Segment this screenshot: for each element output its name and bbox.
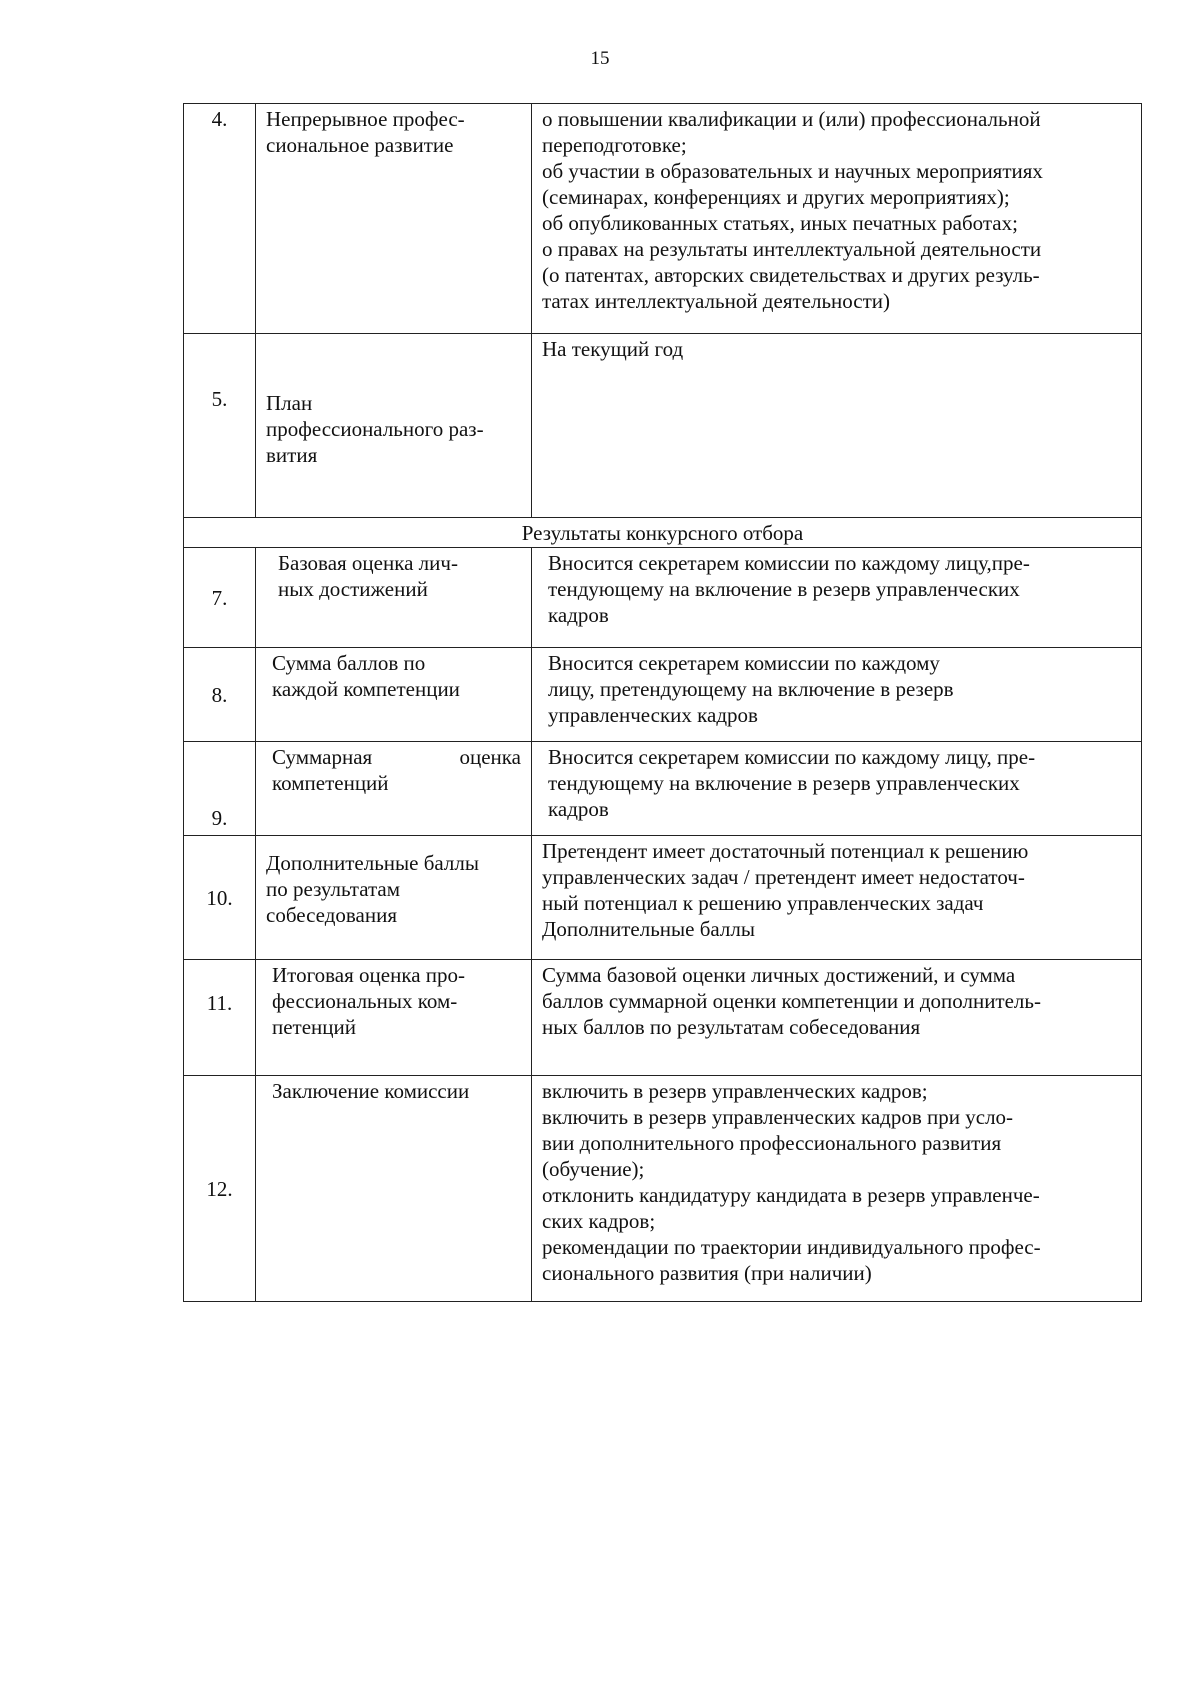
row-content <box>532 648 1142 742</box>
table-row <box>184 104 1142 334</box>
content-line: Сумма базовой оценки личных достижений, и сумма <box>542 963 1016 988</box>
table-row <box>184 648 1142 742</box>
content-line: кадров <box>548 797 609 822</box>
title-line: ных достижений <box>278 577 428 602</box>
title-line: Итоговая оценка про- <box>272 963 466 988</box>
content-line: Вносится секретарем комиссии по каждому лицу,пре- <box>548 551 1030 576</box>
content-line: На текущий год <box>542 337 684 361</box>
content-line: ских кадров; <box>542 1209 656 1234</box>
row-title <box>256 648 532 742</box>
row-title <box>256 960 532 1076</box>
row-title <box>256 1076 532 1302</box>
row-number: 10. <box>184 836 256 960</box>
row-number: 12. <box>184 1076 256 1302</box>
content-line: Вносится секретарем комиссии по каждому лицу, пре- <box>548 745 1036 770</box>
row-title <box>256 836 532 960</box>
title-line: профессионального раз- <box>266 417 484 442</box>
row-content <box>532 548 1142 648</box>
title-word: Суммарная <box>272 745 373 770</box>
row-number: 11. <box>184 960 256 1076</box>
content-line: (обучение); <box>542 1157 645 1182</box>
content-line: Вносится секретарем комиссии по каждому <box>548 651 940 676</box>
title-line: вития <box>266 443 318 468</box>
content-line: сионального развития (при наличии) <box>542 1261 872 1286</box>
title-line: Сумма баллов по <box>272 651 426 676</box>
title-line: компетенций <box>272 771 389 796</box>
table-row <box>184 836 1142 960</box>
row-title <box>256 334 532 518</box>
content-line: баллов суммарной оценки компетенции и дополнитель- <box>542 989 1041 1014</box>
title-line: Заключение комиссии <box>272 1079 470 1104</box>
row-content <box>532 836 1142 960</box>
row-number: 4. <box>184 104 256 334</box>
content-line: вии дополнительного профессионального развития <box>542 1131 1002 1156</box>
content-line: отклонить кандидатуру кандидата в резерв управленче- <box>542 1183 1040 1208</box>
content-line: (о патентах, авторских свидетельствах и других резуль- <box>542 263 1040 288</box>
section-header: Результаты конкурсного отбора <box>184 518 1142 548</box>
content-line: ный потенциал к решению управленческих задач <box>542 891 984 916</box>
content-line: татах интеллектуальной деятельности) <box>542 289 891 314</box>
content-line: переподготовке; <box>542 133 687 158</box>
title-line: План <box>266 391 313 415</box>
row-number: 5. <box>184 334 256 518</box>
content-line: (семинарах, конференциях и других мероприятиях); <box>542 185 1010 210</box>
content-line: тендующему на включение в резерв управленческих <box>548 771 1020 796</box>
content-line: управленческих задач / претендент имеет недостаточ- <box>542 865 1025 890</box>
content-line: кадров <box>548 603 609 628</box>
content-line: о повышении квалификации и (или) профессиональной <box>542 107 1041 131</box>
content-line: о правах на результаты интеллектуальной деятельности <box>542 237 1042 262</box>
table-row <box>184 334 1142 518</box>
title-line: собеседования <box>266 903 397 928</box>
row-title <box>256 104 532 334</box>
row-number: 9. <box>184 742 256 836</box>
table-row <box>184 742 1142 836</box>
content-line: Претендент имеет достаточный потенциал к решению <box>542 839 1029 864</box>
row-title <box>256 548 532 648</box>
row-content <box>532 334 1142 518</box>
content-line: управленческих кадров <box>548 703 758 728</box>
content-line: лицу, претендующему на включение в резерв <box>548 677 954 702</box>
row-content <box>532 960 1142 1076</box>
competency-table <box>183 103 1142 1302</box>
title-line: сиональное развитие <box>266 133 454 158</box>
table-row <box>184 1076 1142 1302</box>
title-line-spread <box>272 744 521 770</box>
content-line: рекомендации по траектории индивидуального профес- <box>542 1235 1041 1260</box>
row-title <box>256 742 532 836</box>
row-number: 7. <box>184 548 256 648</box>
title-line: каждой компетенции <box>272 677 460 702</box>
title-line: фессиональных ком- <box>272 989 458 1014</box>
content-line: об участии в образовательных и научных мероприятиях <box>542 159 1043 184</box>
content-line: включить в резерв управленческих кадров; <box>542 1079 928 1104</box>
row-content <box>532 1076 1142 1302</box>
title-line: петенций <box>272 1015 357 1040</box>
title-line: Непрерывное профес- <box>266 107 465 131</box>
table-row <box>184 960 1142 1076</box>
content-line: ных баллов по результатам собеседования <box>542 1015 921 1040</box>
page-number: 15 <box>590 48 610 69</box>
content-line: Дополнительные баллы <box>542 917 755 942</box>
table-row <box>184 548 1142 648</box>
content-line: включить в резерв управленческих кадров при усло- <box>542 1105 1014 1130</box>
section-header-row <box>184 518 1142 548</box>
row-number: 8. <box>184 648 256 742</box>
title-word: оценка <box>459 745 521 770</box>
title-line: Дополнительные баллы <box>266 851 479 876</box>
content-line: тендующему на включение в резерв управленческих <box>548 577 1020 602</box>
content-line: об опубликованных статьях, иных печатных работах; <box>542 211 1018 236</box>
row-content <box>532 742 1142 836</box>
row-content <box>532 104 1142 334</box>
title-line: по результатам <box>266 877 401 902</box>
title-line: Базовая оценка лич- <box>278 551 458 576</box>
